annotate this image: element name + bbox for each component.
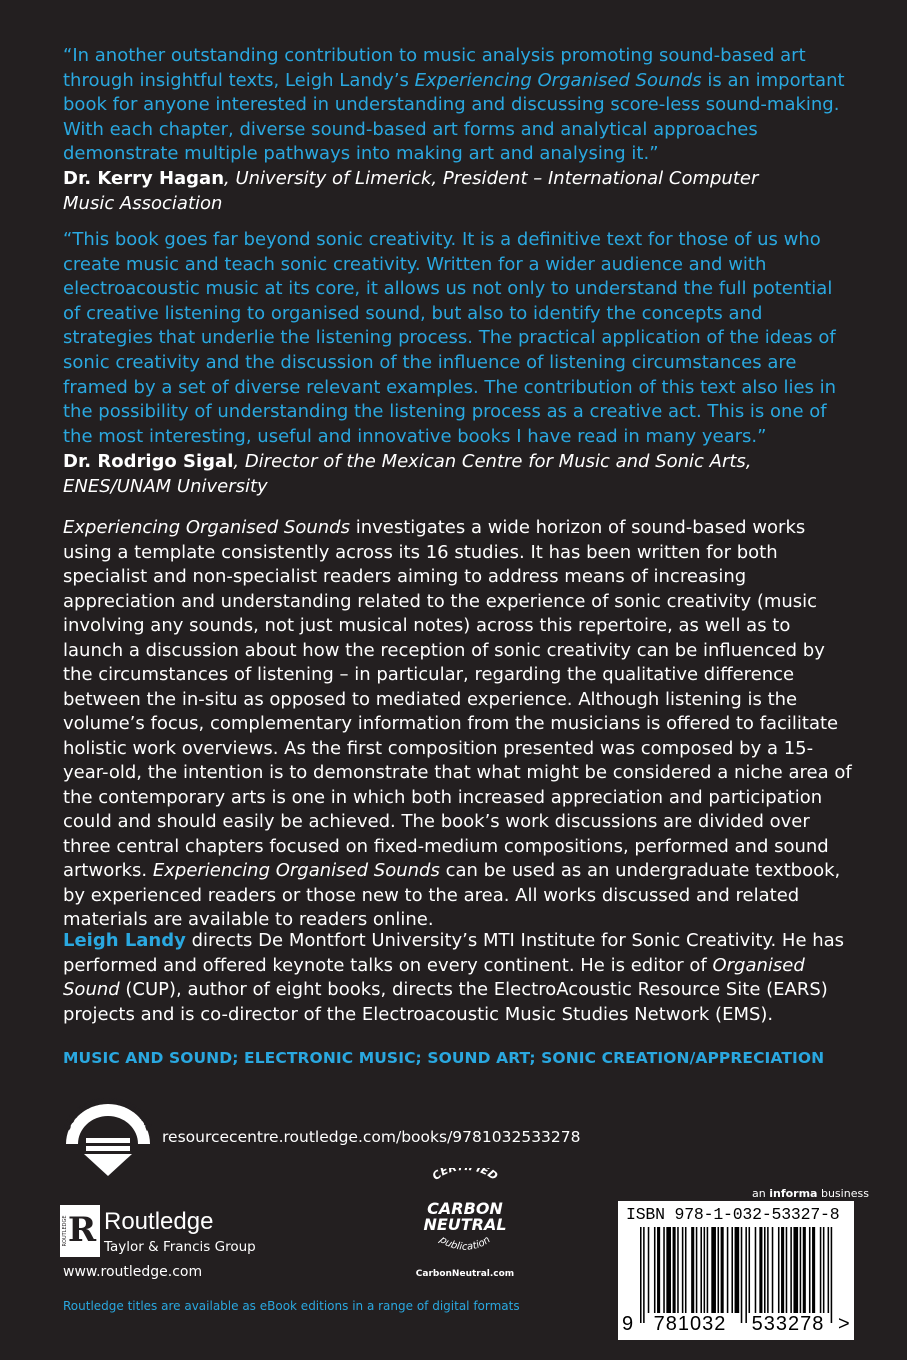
quote-1-text-b: is an important book for anyone interested in understanding and discussing score-less sound-making. With each chapter, diverse sound-based art forms and analytical approaches demonstrate multiple pathways into making art and analysing it.” xyxy=(63,69,845,165)
informa-suffix: business xyxy=(817,1187,869,1200)
book-description xyxy=(63,516,853,933)
barcode-box xyxy=(618,1201,854,1340)
quote-1-text-a: “In another outstanding contribution to music analysis promoting sound-based art through insightful texts, Leigh Landy’s xyxy=(63,45,806,91)
barcode-bar xyxy=(648,1227,650,1313)
barcode-bar xyxy=(673,1227,676,1313)
publisher-group: Taylor & Francis Group xyxy=(104,1239,256,1255)
author-bio-part-2: (CUP), author of eight books, directs the ElectroAcoustic Resource Site (EARS) projects and is co-director of the Electroacoustic Music Studies Network (EMS). xyxy=(63,979,828,1025)
barcode-bar xyxy=(696,1227,698,1313)
book-description-part-2: can be used as an undergraduate textbook, by experienced readers or those new to the area. All works discussed and related materials are available to readers online. xyxy=(63,860,841,930)
subject-categories: MUSIC AND SOUND; ELECTRONIC MUSIC; SOUND ART; SONIC CREATION/APPRECIATION xyxy=(63,1049,825,1067)
support-material-url[interactable]: resourcecentre.routledge.com/books/9781032533278 xyxy=(162,1128,581,1146)
barcode-bar xyxy=(663,1227,665,1313)
barcode-bar xyxy=(657,1227,660,1313)
barcode-bar xyxy=(772,1227,774,1313)
quote-2-author: Dr. Rodrigo Sigal xyxy=(63,451,234,472)
barcode-bar xyxy=(643,1227,645,1323)
neutral-word: NEUTRAL xyxy=(423,1215,507,1234)
carbon-site-text: CarbonNeutral.com xyxy=(415,1269,515,1279)
barcode-bar xyxy=(828,1227,830,1313)
carbon-word: CARBON xyxy=(427,1199,503,1218)
author-bio-journal: Organised Sound xyxy=(63,954,805,1000)
svg-text:CERTIFIED xyxy=(430,1168,500,1183)
isbn-text: ISBN 978-1-032-53327-8 xyxy=(626,1205,840,1224)
barcode-bar xyxy=(711,1227,716,1313)
quote-2-affiliation: , Director of the Mexican Centre for Music and Sonic Arts, ENES/UNAM University xyxy=(63,451,752,497)
barcode-bar xyxy=(721,1227,724,1313)
author-bio-name: Leigh Landy xyxy=(63,930,186,951)
carbon-certified-text: CER IED xyxy=(429,1168,501,1183)
barcode-bar xyxy=(831,1227,833,1323)
publisher-website[interactable]: www.routledge.com xyxy=(63,1264,203,1280)
barcode-bar xyxy=(793,1227,798,1313)
barcode-bar xyxy=(731,1227,733,1313)
routledge-logo xyxy=(60,1205,100,1257)
informa-business xyxy=(752,1187,869,1200)
barcode-bar xyxy=(700,1227,702,1313)
barcode-bar xyxy=(685,1227,687,1313)
barcode-bar xyxy=(809,1227,811,1313)
quote-2-attribution xyxy=(63,450,803,499)
quote-1-book-title: Experiencing Organised Sounds xyxy=(414,69,702,91)
quote-2 xyxy=(63,228,848,449)
book-description-title-2: Experiencing Organised Sounds xyxy=(152,860,440,881)
svg-text:publication xyxy=(437,1234,493,1253)
carbon-neutral-icon xyxy=(405,1168,525,1283)
routledge-r-icon xyxy=(60,1205,100,1257)
barcode-digit-first: 9 xyxy=(622,1313,634,1335)
quote-1-affiliation: , University of Limerick, President – International Computer Music Association xyxy=(63,168,759,214)
author-bio xyxy=(63,929,853,1027)
barcode-bar xyxy=(781,1227,784,1313)
barcode-bar xyxy=(755,1227,757,1313)
support-material-icon xyxy=(58,1098,158,1178)
routledge-logo-letter: R xyxy=(67,1210,97,1250)
routledge-logo-vertical-text: ROUTLEDGE xyxy=(62,1215,68,1247)
quote-1-author: Dr. Kerry Hagan xyxy=(63,168,225,189)
barcode-bar xyxy=(764,1227,766,1313)
support-material-badge-text: SUPPORT MATERIAL xyxy=(62,1098,154,1133)
barcode-bar xyxy=(677,1227,679,1313)
quote-1 xyxy=(63,44,848,167)
barcode-bar xyxy=(778,1227,780,1313)
support-material-badge xyxy=(58,1098,158,1178)
barcode-bar xyxy=(640,1227,642,1323)
barcode-digits-group-2: 533278 xyxy=(751,1313,825,1335)
barcode-bar xyxy=(666,1227,671,1313)
carbon-neutral-logo xyxy=(405,1168,525,1283)
carbon-publication-text: publication xyxy=(437,1234,493,1253)
barcode-bar xyxy=(654,1227,656,1313)
barcode-bar xyxy=(707,1227,709,1313)
barcode-bar xyxy=(745,1227,747,1323)
informa-brand: informa xyxy=(769,1187,818,1200)
barcode-bar xyxy=(749,1227,751,1313)
barcode-bar xyxy=(727,1227,729,1313)
barcode-bar xyxy=(704,1227,706,1313)
barcode-bar xyxy=(718,1227,720,1313)
quote-2-text: “This book goes far beyond sonic creativity. It is a definitive text for those of us who create music and teach sonic creativity. Written for a wider audience and with electroacoustic music at its core, it allows us not only to understand the full potential of creative listening to organised sound, but also to identify the concepts and strategies that underlie the listening process. The practical application of the ideas of sonic creativity and the discussion of the influence of listening circumstances are framed by a set of diverse relevant examples. The contribution of this text also lies in the possibility of understanding the listening process as a creative act. This is one of the most interesting, useful and innovative books I have read in many years.” xyxy=(63,229,837,447)
barcode-bar xyxy=(735,1227,740,1313)
barcode-bar xyxy=(691,1227,694,1313)
barcode-bar xyxy=(820,1227,822,1313)
author-bio-part-1: directs De Montfort University’s MTI Institute for Sonic Creativity. He has performed and offered keynote talks on every continent. He is editor of xyxy=(63,930,845,976)
publisher-name: Routledge xyxy=(104,1208,214,1235)
barcode-digits-group-1: 781032 xyxy=(653,1313,727,1335)
barcode-bar xyxy=(803,1227,806,1313)
barcode-bar xyxy=(741,1227,743,1323)
quote-1-attribution xyxy=(63,167,803,216)
barcode-bar xyxy=(767,1227,769,1313)
ebook-note: Routledge titles are available as eBook editions in a range of digital formats xyxy=(63,1299,520,1313)
barcode-bar xyxy=(790,1227,792,1313)
barcode-bar xyxy=(786,1227,788,1313)
informa-prefix: an xyxy=(752,1187,770,1200)
barcode-bar xyxy=(682,1227,684,1313)
barcode-bar xyxy=(759,1227,762,1313)
barcode-bar xyxy=(823,1227,825,1313)
book-description-part-1: investigates a wide horizon of sound-based works using a template consistently across its 16 studies. It has been written for both specialist and non-specialist readers aiming to address means of increasing appreciation and understanding related to the experience of sonic creativity (music involving any sounds, not just musical notes) across this repertoire, as well as to launch a discussion about how the reception of sonic creativity can be influenced by the circumstances of listening – in particular, regarding the qualitative difference between the in-situ as opposed to mediated experience. Although listening is the volume’s focus, complementary information from the musicians is offered to facilitate holistic work overviews. As the first composition presented was composed by a 15-year-old, the intention is to demonstrate that what might be considered a niche area of the contemporary arts is one in which both increased appreciation and participation could and should easily be achieved. The book’s work discussions are divided over three central chapters focused on fixed-medium compositions, performed and sound artworks. xyxy=(63,517,852,881)
book-description-title-1: Experiencing Organised Sounds xyxy=(63,517,350,538)
barcode-bar xyxy=(812,1227,815,1313)
barcode-digit-end: > xyxy=(838,1313,850,1335)
barcode-bar xyxy=(800,1227,802,1313)
